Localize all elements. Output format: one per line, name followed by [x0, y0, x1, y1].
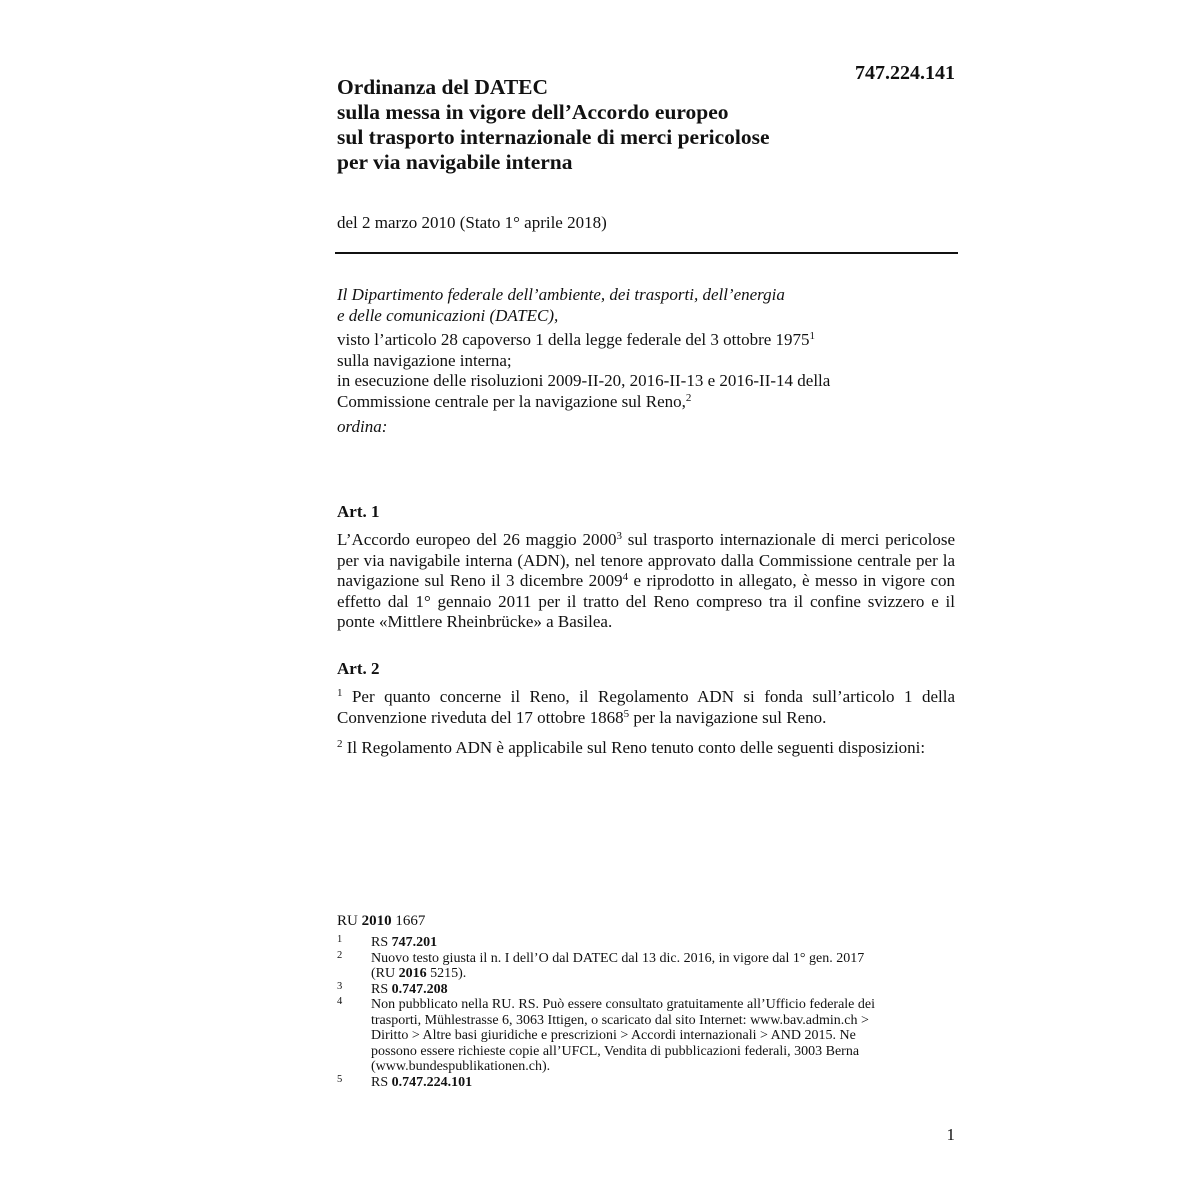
footnote-sr: 747.201 — [391, 935, 438, 950]
footnote-text: Non pubblicato nella RU. RS. Può essere consultato gratuitamente all’Ufficio federale dei — [371, 997, 875, 1012]
ru-reference — [337, 913, 425, 930]
footnote-text: RS — [371, 981, 392, 997]
footnote-text: (www.bundespublikationen.ch). — [371, 1059, 551, 1074]
esecuzione-line — [337, 392, 830, 413]
footnote-ref[interactable]: 3 — [616, 530, 622, 542]
preamble-considerations — [337, 330, 830, 412]
footnote-text: RS — [371, 1074, 392, 1090]
footnote-ref[interactable]: 5 — [623, 707, 630, 720]
footnote-text: Diritto > Altre basi giuridiche e prescrizioni > Accordi internazionali > AND 2015. Ne — [371, 1028, 856, 1043]
ru-year: 2010 — [361, 913, 392, 929]
article-1-part: sul trasporto internazionale di merci pericolose per via navigabile interna (ADN), nel tenore approvato dalla Commissione centrale per la navigazione sul Reno il 3 dicembre 2009 — [337, 530, 955, 590]
visto-line — [337, 330, 830, 351]
ru-page: 1667 — [391, 913, 426, 929]
footnote-number: 2 — [337, 949, 343, 961]
article-2-paragraph-1 — [337, 687, 955, 728]
footnote-text: possono essere richieste copie all’UFCL, Vendita di pubblicazioni federali, 3003 Berna — [371, 1043, 860, 1059]
visto-line: sulla navigazione interna; — [337, 350, 512, 370]
footnote — [337, 951, 956, 982]
authority-line: Il Dipartimento federale dell’ambiente, dei trasporti, dell’energia — [337, 285, 785, 304]
document-title — [337, 75, 770, 175]
document-date: del 2 marzo 2010 (Stato 1° aprile 2018) — [337, 213, 607, 232]
footnote-text: trasporti, Mühlestrasse 6, 3063 Ittigen, o scaricato dal sito Internet: www.bav.admin.ch > — [371, 1012, 869, 1028]
footnote-ref[interactable]: 1 — [809, 330, 816, 342]
footnotes — [337, 935, 956, 1090]
ru-prefix: RU — [337, 913, 362, 929]
visto-text: visto l’articolo 28 capoverso 1 della legge federale del 3 ottobre 1975 — [337, 330, 810, 349]
footnote-number: 3 — [337, 980, 343, 992]
article-2-heading: Art. 2 — [337, 659, 380, 678]
footnote-text: RS — [371, 935, 392, 950]
authority-line: e delle comunicazioni (DATEC), — [337, 305, 559, 325]
footnote-text: 5215). — [426, 966, 467, 981]
article-1-heading: Art. 1 — [337, 502, 380, 521]
page-number: 1 — [946, 1125, 955, 1144]
article-1-part: L’Accordo europeo del 26 maggio 2000 — [337, 530, 617, 549]
paragraph-number: 2 — [337, 738, 343, 750]
article-1-part: e riprodotto in allegato, è messo in vigore con effetto dal 1° gennaio 2011 per il tratto del Reno compreso tra il confine svizzero e il ponte «Mittlere Rheinbrücke» a Basilea. — [337, 571, 956, 631]
footnote-ref[interactable]: 2 — [685, 391, 692, 404]
footnote — [337, 1075, 956, 1091]
footnote-sr: 0.747.208 — [391, 981, 448, 997]
header-divider — [335, 252, 958, 254]
footnote-number: 4 — [337, 996, 343, 1007]
paragraph-text: per la navigazione sul Reno. — [629, 707, 827, 727]
article-2-paragraph-2 — [337, 738, 925, 759]
footnote-text: (RU — [371, 966, 399, 981]
title-line: sul trasporto internazionale di merci pericolose — [337, 125, 770, 149]
article-1-text — [337, 530, 955, 633]
title-line: Ordinanza del DATEC — [337, 75, 549, 99]
esecuzione-line: in esecuzione delle risoluzioni 2009-II-20, 2016-II-13 e 2016-II-14 della — [337, 371, 831, 390]
footnote-number: 5 — [337, 1073, 343, 1085]
footnote-sr: 0.747.224.101 — [391, 1074, 473, 1090]
footnote-text: Nuovo testo giusta il n. I dell’O dal DATEC dal 13 dic. 2016, in vigore dal 1° gen. 2017 — [371, 950, 865, 966]
sr-number: 747.224.141 — [855, 62, 955, 84]
footnote-ref[interactable]: 4 — [622, 571, 629, 583]
footnote-ru-year: 2016 — [398, 966, 427, 981]
paragraph-text: Il Regolamento ADN è applicabile sul Reno tenuto conto delle seguenti disposizioni: — [342, 738, 926, 757]
preamble-authority — [337, 285, 785, 326]
paragraph-text: Per quanto concerne il Reno, il Regolamento ADN si fonda sull’articolo 1 della Convenzione riveduta del 17 ottobre 1868 — [337, 687, 955, 727]
footnote — [337, 997, 956, 1075]
esecuzione-text: Commissione centrale per la navigazione sul Reno, — [337, 391, 686, 411]
paragraph-number: 1 — [337, 687, 343, 699]
footnote — [337, 935, 956, 951]
footnote — [337, 982, 956, 998]
ordina: ordina: — [337, 417, 388, 436]
title-line: per via navigabile interna — [337, 150, 573, 174]
title-line: sulla messa in vigore dell’Accordo europeo — [337, 100, 729, 124]
footnote-number: 1 — [337, 934, 343, 945]
